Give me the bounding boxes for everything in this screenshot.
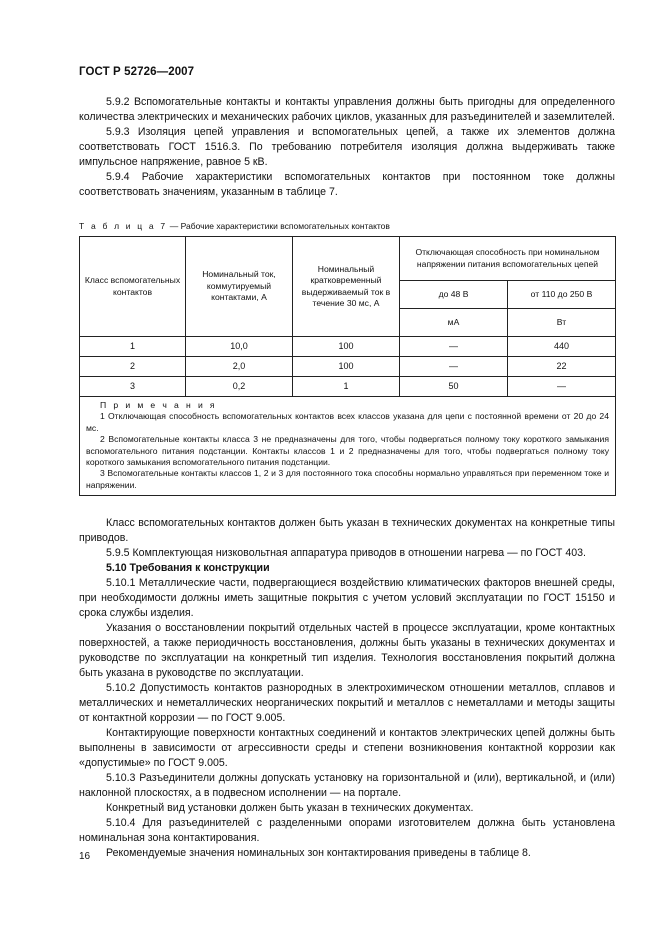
paragraph-5-9-5: 5.9.5 Комплектующая низковольтная аппаратура приводов в отношении нагрева — по ГОСТ 403.	[106, 547, 586, 559]
table-cell: 50	[400, 377, 508, 397]
paragraph-5-10-1: 5.10.1 Металлические части, подвергающиеся воздействию климатических факторов внешней среды, при необходимости должны иметь защитные покрытия с учетом условий эксплуатации по ГОСТ 15150 и срока службы изделия.	[79, 577, 615, 619]
top-text-block	[79, 95, 615, 200]
table-notes	[80, 397, 616, 496]
note-item: 2 Вспомогательные контакты класса 3 не предназначены для того, чтобы подвергаться полному току короткого замыкания вспомогательного питания подстанции. Контакты классов 1 и 2 предназначены для того, чтобы подвергаться полному току короткого замыкания вспомогательного питания подстанции.	[86, 434, 609, 468]
table-7	[79, 236, 616, 496]
paragraph-5-10-4: 5.10.4 Для разъединителей с разделенными опорами изготовителем должна быть установлена номинальная зона контактирования.	[79, 817, 615, 844]
header-unit-w: Вт	[508, 309, 616, 337]
table-cell: —	[508, 377, 616, 397]
notes-title: П р и м е ч а н и я	[100, 400, 217, 410]
table-caption-prefix: Т а б л и ц а 7	[79, 221, 168, 231]
paragraph-recommended-zones: Рекомендуемые значения номинальных зон контактирования приведены в таблице 8.	[106, 847, 531, 859]
table-cell: 440	[508, 337, 616, 357]
header-rated-current: Номинальный ток, коммутируемый контактами, А	[186, 237, 293, 337]
table-cell: 100	[293, 337, 400, 357]
table-caption-text: — Рабочие характеристики вспомогательных контактов	[167, 221, 390, 231]
table-cell: 22	[508, 357, 616, 377]
table-cell: 10,0	[186, 337, 293, 357]
header-short-time-current: Номинальный кратковременный выдерживаемый ток в течение 30 мс, А	[293, 237, 400, 337]
table-caption	[79, 221, 390, 231]
paragraph-5-10-3: 5.10.3 Разъединители должны допускать установку на горизонтальной и (или), вертикальной, и (или) наклонной плоскостях, а в подвесном исполнении — на портале.	[79, 772, 615, 799]
table-cell: 1	[80, 337, 186, 357]
table-row	[80, 377, 616, 397]
table-row	[80, 357, 616, 377]
bottom-text-block	[79, 516, 615, 861]
header-breaking-capacity: Отключающая способность при номинальном напряжении питания вспомогательных цепей	[400, 237, 616, 281]
header-contact-class: Класс вспомогательных контактов	[80, 237, 186, 337]
table-cell: —	[400, 337, 508, 357]
paragraph-contact-surfaces: Контактирующие поверхности контактных соединений и контактов электрических цепей должны быть выполнены в зависимости от агрессивности среды и степени возникновения контактной коррозии как «допустимые» по ГОСТ 9.005.	[79, 727, 615, 769]
table-cell: 2,0	[186, 357, 293, 377]
header-unit-ma: мА	[400, 309, 508, 337]
paragraph-5-9-3: 5.9.3 Изоляция цепей управления и вспомогательных цепей, а также их элементов должна соответствовать ГОСТ 1516.3. По требованию потребителя изоляция должна выдерживать также импульсное напряжение, равное 5 кВ.	[79, 126, 615, 168]
paragraph-5-10-2: 5.10.2 Допустимость контактов разнородных в электрохимическом отношении металлов, сплавов и металлических и неметаллических неорганических покрытий и металлов с неметаллами и методы защиты от контактной коррозии — по ГОСТ 9.005.	[79, 682, 615, 724]
table-row	[80, 337, 616, 357]
standard-id-header: ГОСТ Р 52726—2007	[79, 66, 195, 78]
table-cell: 100	[293, 357, 400, 377]
table-cell: 3	[80, 377, 186, 397]
page-number: 16	[79, 851, 91, 862]
header-sub-up-to-48v: до 48 В	[400, 281, 508, 309]
paragraph-5-9-2: 5.9.2 Вспомогательные контакты и контакты управления должны быть пригодны для определенного количества электрических и механических рабочих циклов, указанных для разъединителей и заземлителей.	[79, 96, 615, 123]
paragraph-contact-class: Класс вспомогательных контактов должен быть указан в технических документах на конкретные типы приводов.	[79, 517, 615, 544]
note-item: 1 Отключающая способность вспомогательных контактов всех классов указана для цепи с постоянной времени от 20 до 24 мс.	[86, 411, 609, 433]
table-cell: 1	[293, 377, 400, 397]
table-cell: 0,2	[186, 377, 293, 397]
paragraph-installation-type: Конкретный вид установки должен быть указан в технических документах.	[106, 802, 474, 814]
note-item: 3 Вспомогательные контакты классов 1, 2 и 3 для постоянного тока способны нормально управляться при переменном токе и напряжении.	[86, 468, 609, 490]
paragraph-coating-restoration: Указания о восстановлении покрытий отдельных частей в процессе эксплуатации, кроме контактных поверхностей, а также периодичность восстановления, должны быть указаны в технических документах и руководстве по эксплуатации на конкретный тип изделия. Технология восстановления покрытий должна быть указана в руководстве по эксплуатации.	[79, 622, 615, 679]
section-heading-5-10: 5.10 Требования к конструкции	[106, 562, 270, 574]
table-cell: 2	[80, 357, 186, 377]
paragraph-5-9-4: 5.9.4 Рабочие характеристики вспомогательных контактов при постоянном токе должны соответствовать значениям, указанным в таблице 7.	[79, 171, 615, 198]
table-cell: —	[400, 357, 508, 377]
header-sub-110-250v: от 110 до 250 В	[508, 281, 616, 309]
